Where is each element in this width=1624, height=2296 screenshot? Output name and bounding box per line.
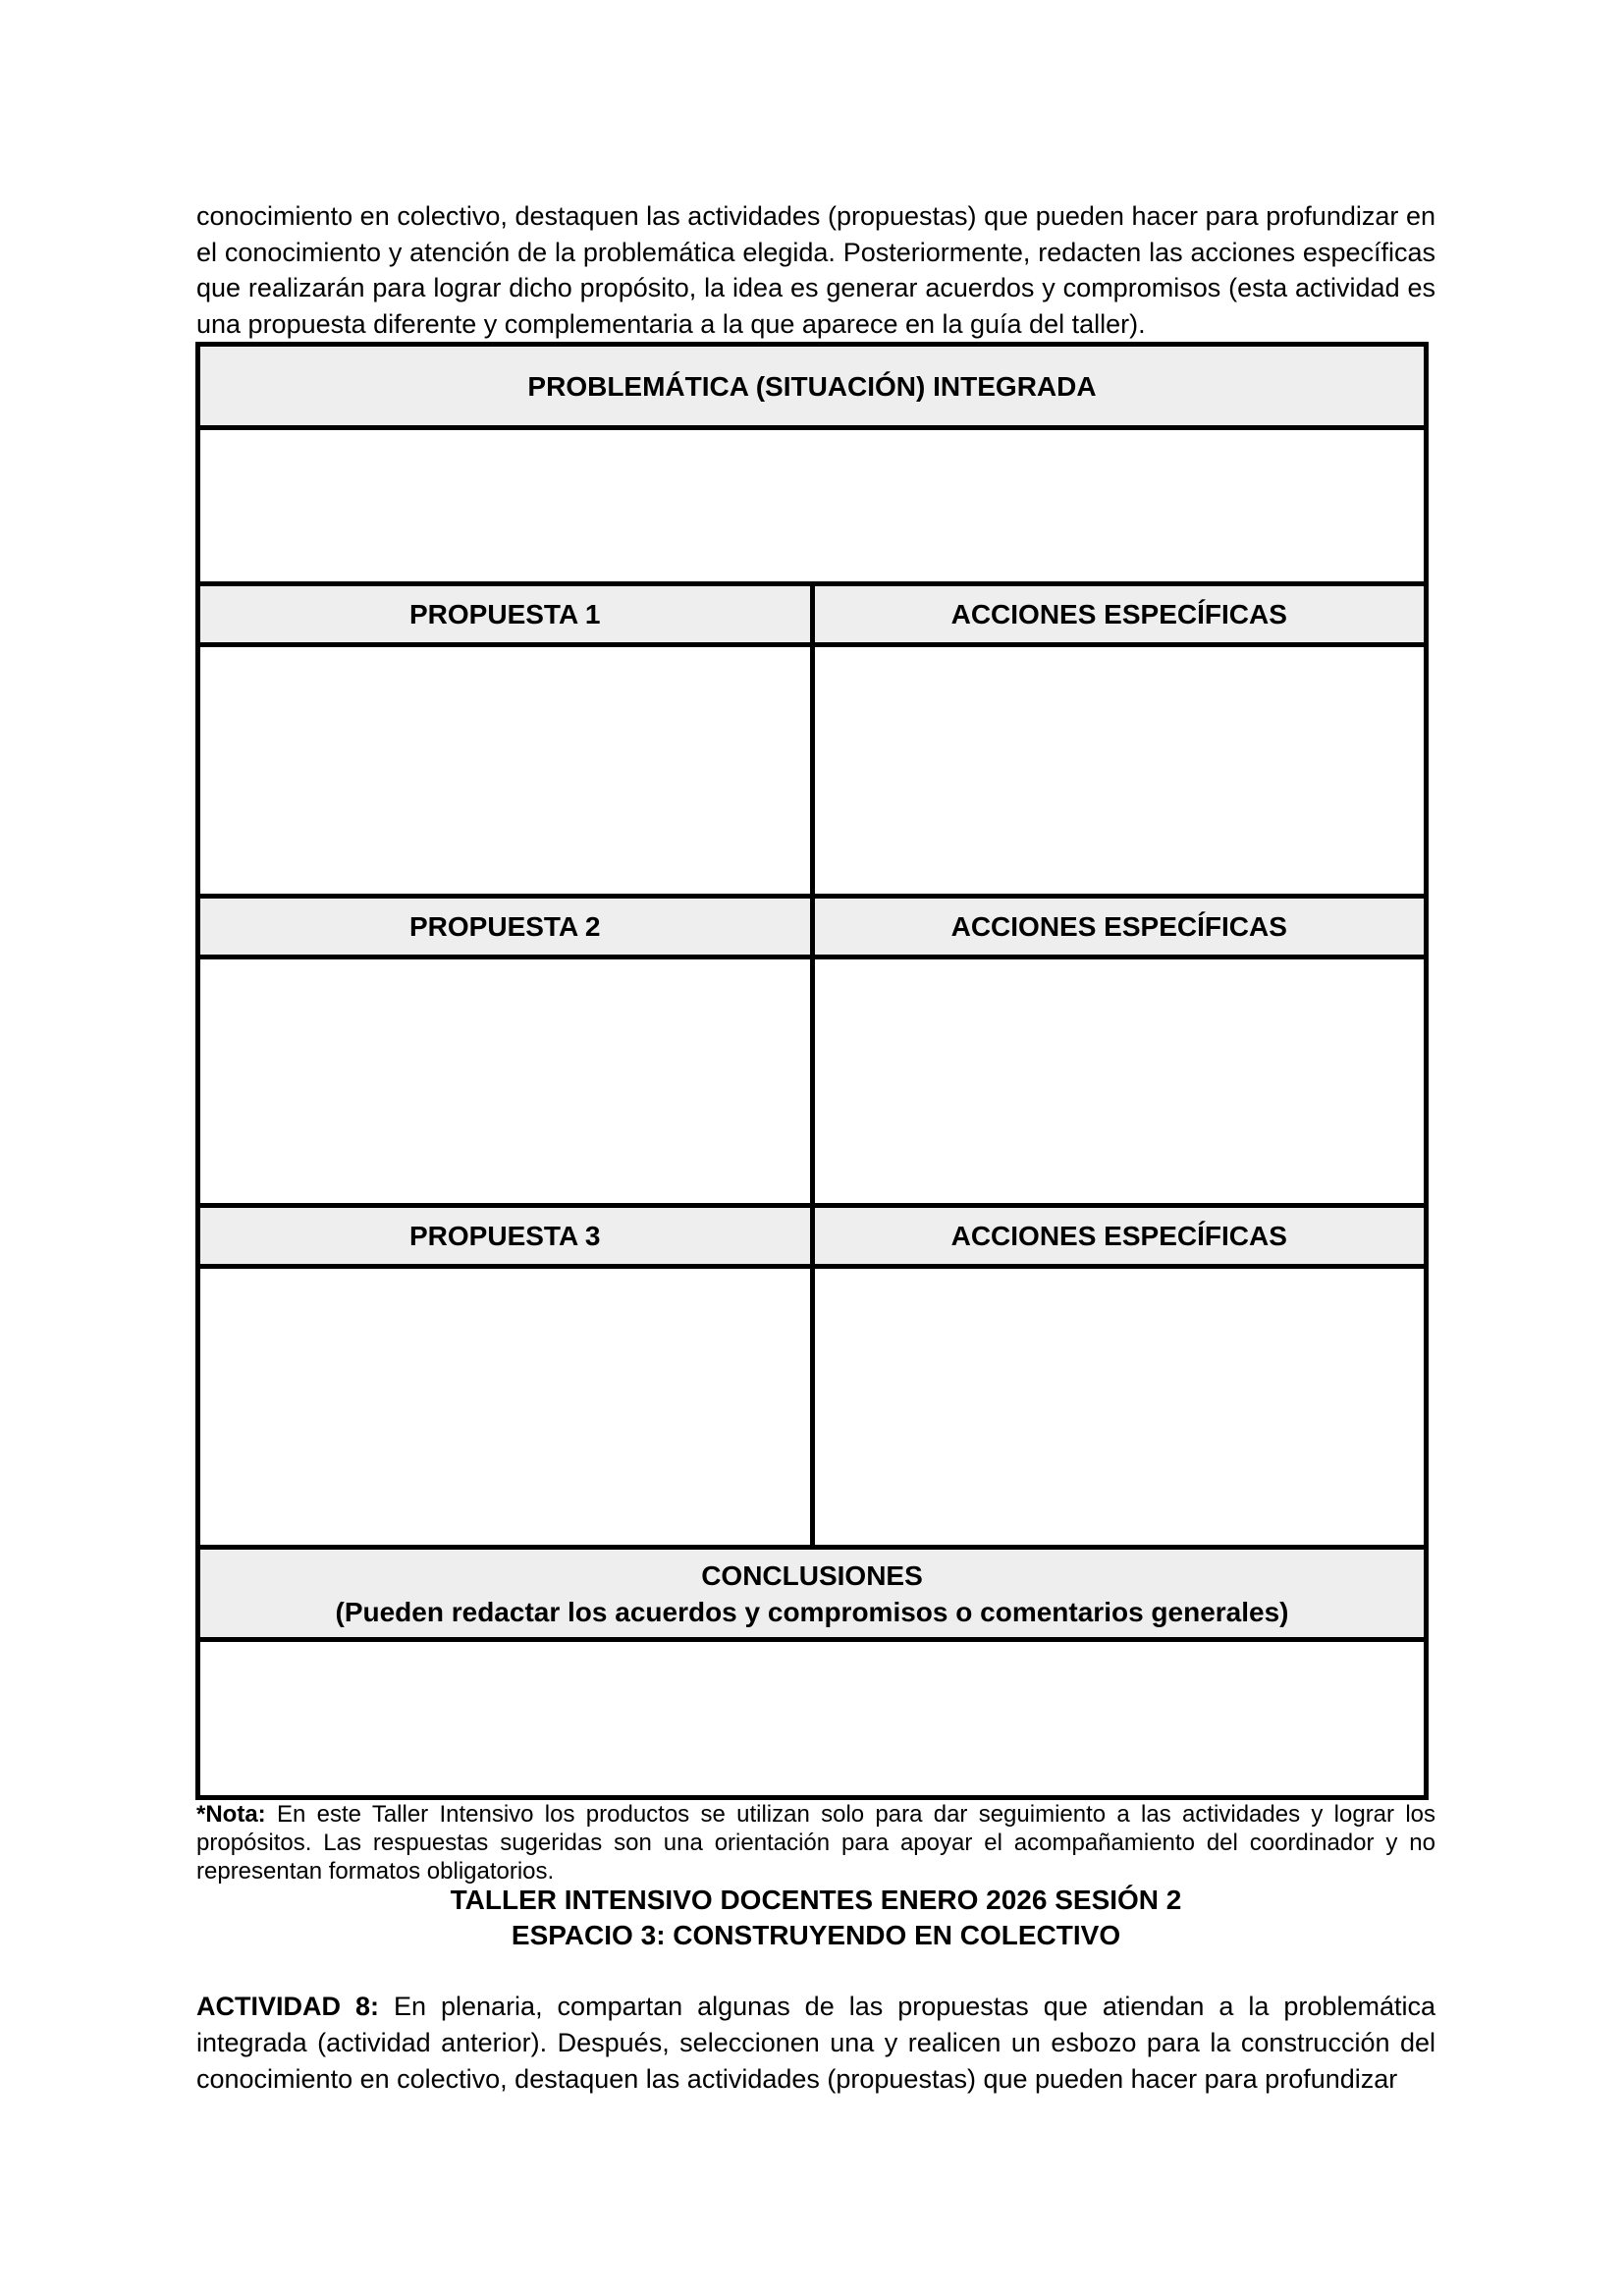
conclusiones-title: CONCLUSIONES: [701, 1559, 923, 1591]
problematica-input-cell[interactable]: [198, 428, 1427, 584]
acciones-2-header-cell: ACCIONES ESPECÍFICAS: [812, 897, 1427, 957]
intro-paragraph: conocimiento en colectivo, destaquen las actividades (propuestas) que pueden hacer para profundizar en el conocimiento y atención de la problemática elegida. Posteriormente, redacten las acciones específicas que realizarán para lograr dicho propósito, la idea es generar acuerdos y compromisos (esta actividad es una propuesta diferente y complementaria a la que aparece en la guía del taller).: [196, 201, 1435, 339]
footnote: [196, 1800, 1435, 1886]
espacio-heading: ESPACIO 3: CONSTRUYENDO EN COLECTIVO: [511, 1920, 1121, 1950]
propuesta-3-input-cell[interactable]: [198, 1267, 813, 1548]
acciones-2-input-cell[interactable]: [812, 957, 1427, 1206]
section-headings: [196, 1883, 1435, 1953]
propuesta-1-input-cell[interactable]: [198, 645, 813, 897]
propuesta-1-header-cell: PROPUESTA 1: [198, 584, 813, 645]
propuesta-2-header-cell: PROPUESTA 2: [198, 897, 813, 957]
activity-paragraph: [196, 1989, 1435, 2098]
propuesta-3-header-cell: PROPUESTA 3: [198, 1206, 813, 1267]
acciones-3-input-cell[interactable]: [812, 1267, 1427, 1548]
problematica-header-cell: PROBLEMÁTICA (SITUACIÓN) INTEGRADA: [198, 345, 1427, 428]
activity-text: En plenaria, compartan algunas de las propuestas que atiendan a la problemática integrada (actividad anterior). Después, seleccionen una y realicen un esbozo para la construcción del conocimiento en colectivo, destaquen las actividades (propuestas) que pueden hacer para profundizar: [196, 1992, 1435, 2094]
session-heading: TALLER INTENSIVO DOCENTES ENERO 2026 SESIÓN 2: [450, 1885, 1182, 1915]
propuesta-2-input-cell[interactable]: [198, 957, 813, 1206]
footnote-label: *Nota:: [196, 1801, 266, 1828]
acciones-3-header-cell: ACCIONES ESPECÍFICAS: [812, 1206, 1427, 1267]
worksheet-table: [195, 342, 1429, 1800]
footnote-text: En este Taller Intensivo los productos se utilizan solo para dar seguimiento a las actividades y lograr los propósitos. Las respuestas sugeridas son una orientación para apoyar el acompañamiento del coordinador y no representan formatos obligatorios.: [196, 1801, 1435, 1885]
conclusiones-input-cell[interactable]: [198, 1640, 1427, 1798]
conclusiones-subtitle: (Pueden redactar los acuerdos y compromisos o comentarios generales): [335, 1596, 1289, 1627]
acciones-1-header-cell: ACCIONES ESPECÍFICAS: [812, 584, 1427, 645]
activity-label: ACTIVIDAD 8:: [196, 1992, 379, 2021]
acciones-1-input-cell[interactable]: [812, 645, 1427, 897]
conclusiones-header-cell: [198, 1548, 1427, 1640]
